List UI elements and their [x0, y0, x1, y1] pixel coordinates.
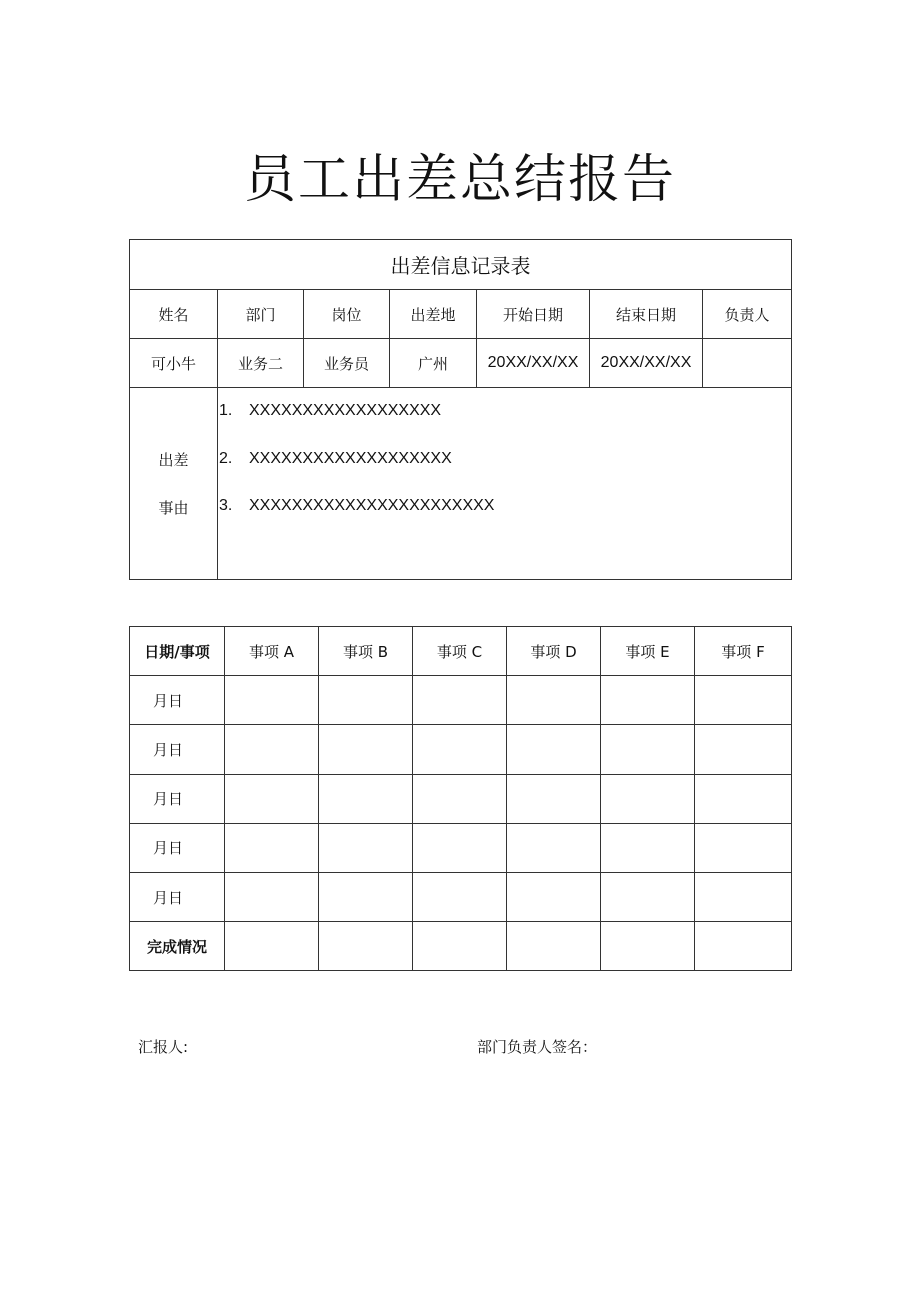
reason-label-line1: 出差	[158, 450, 189, 469]
task-cell	[601, 725, 695, 774]
task-cell	[225, 676, 319, 725]
task-cell	[601, 823, 695, 872]
task-cell	[601, 872, 695, 921]
header-name: 姓名	[130, 290, 218, 339]
reason-item: 3. XXXXXXXXXXXXXXXXXXXXXXX	[219, 497, 495, 514]
task-cell	[225, 774, 319, 823]
task-cell	[507, 922, 601, 971]
task-cell	[319, 872, 413, 921]
task-cell	[695, 725, 792, 774]
task-cell	[319, 823, 413, 872]
task-cell	[507, 774, 601, 823]
reason-item: 1. XXXXXXXXXXXXXXXXXX	[219, 402, 442, 419]
task-cell	[413, 774, 507, 823]
task-cell	[413, 725, 507, 774]
value-start-date: 20XX/XX/XX	[477, 339, 590, 388]
header-responsible: 负责人	[703, 290, 792, 339]
value-responsible	[703, 339, 792, 388]
reason-label-cell	[130, 388, 218, 580]
column-header: 事项 C	[413, 627, 507, 676]
task-cell	[413, 676, 507, 725]
trip-info-table	[129, 239, 792, 580]
task-cell	[695, 676, 792, 725]
table-row	[130, 872, 792, 921]
task-cell	[507, 823, 601, 872]
task-summary-table	[129, 626, 792, 971]
value-destination: 广州	[390, 339, 477, 388]
header-department: 部门	[218, 290, 304, 339]
row-date-label: 月日	[130, 872, 225, 921]
reason-item: 2. XXXXXXXXXXXXXXXXXXX	[219, 449, 452, 467]
completion-label: 完成情况	[130, 922, 225, 971]
reason-content-cell	[218, 388, 792, 580]
task-cell	[225, 823, 319, 872]
task-cell	[413, 922, 507, 971]
header-destination: 出差地	[390, 290, 477, 339]
reporter-signature-label: 汇报人:	[138, 1038, 189, 1056]
value-name: 可小牛	[130, 339, 218, 388]
task-cell	[695, 774, 792, 823]
task-cell	[225, 922, 319, 971]
task-cell	[319, 725, 413, 774]
row-date-label: 月日	[130, 725, 225, 774]
reason-label-line2: 事由	[158, 498, 189, 517]
value-end-date: 20XX/XX/XX	[590, 339, 703, 388]
task-cell	[601, 676, 695, 725]
task-cell	[319, 774, 413, 823]
table-row	[130, 676, 792, 725]
task-cell	[319, 922, 413, 971]
manager-signature-label: 部门负责人签名：	[477, 1038, 598, 1056]
row-date-label: 月日	[130, 676, 225, 725]
header-end-date: 结束日期	[590, 290, 703, 339]
row-date-label: 月日	[130, 823, 225, 872]
column-header: 事项 F	[695, 627, 792, 676]
table-row	[130, 774, 792, 823]
table-row	[130, 922, 792, 971]
value-position: 业务员	[304, 339, 390, 388]
task-cell	[225, 872, 319, 921]
task-cell	[507, 872, 601, 921]
column-header: 事项 E	[601, 627, 695, 676]
header-start-date: 开始日期	[477, 290, 590, 339]
task-cell	[507, 676, 601, 725]
column-header: 事项 D	[507, 627, 601, 676]
table-row	[130, 725, 792, 774]
task-cell	[413, 823, 507, 872]
reason-list	[218, 388, 791, 544]
document-title: 员工出差总结报告	[243, 150, 676, 210]
task-cell	[695, 872, 792, 921]
task-cell	[225, 725, 319, 774]
header-position: 岗位	[304, 290, 390, 339]
row-date-label: 月日	[130, 774, 225, 823]
task-cell	[695, 823, 792, 872]
task-cell	[319, 676, 413, 725]
task-cell	[601, 774, 695, 823]
table-row	[130, 823, 792, 872]
task-cell	[413, 872, 507, 921]
task-cell	[601, 922, 695, 971]
column-header: 事项 B	[319, 627, 413, 676]
column-header: 事项 A	[225, 627, 319, 676]
task-cell	[695, 922, 792, 971]
corner-header: 日期/事项	[130, 627, 225, 676]
table-caption: 出差信息记录表	[130, 240, 792, 290]
value-department: 业务二	[218, 339, 304, 388]
task-cell	[507, 725, 601, 774]
